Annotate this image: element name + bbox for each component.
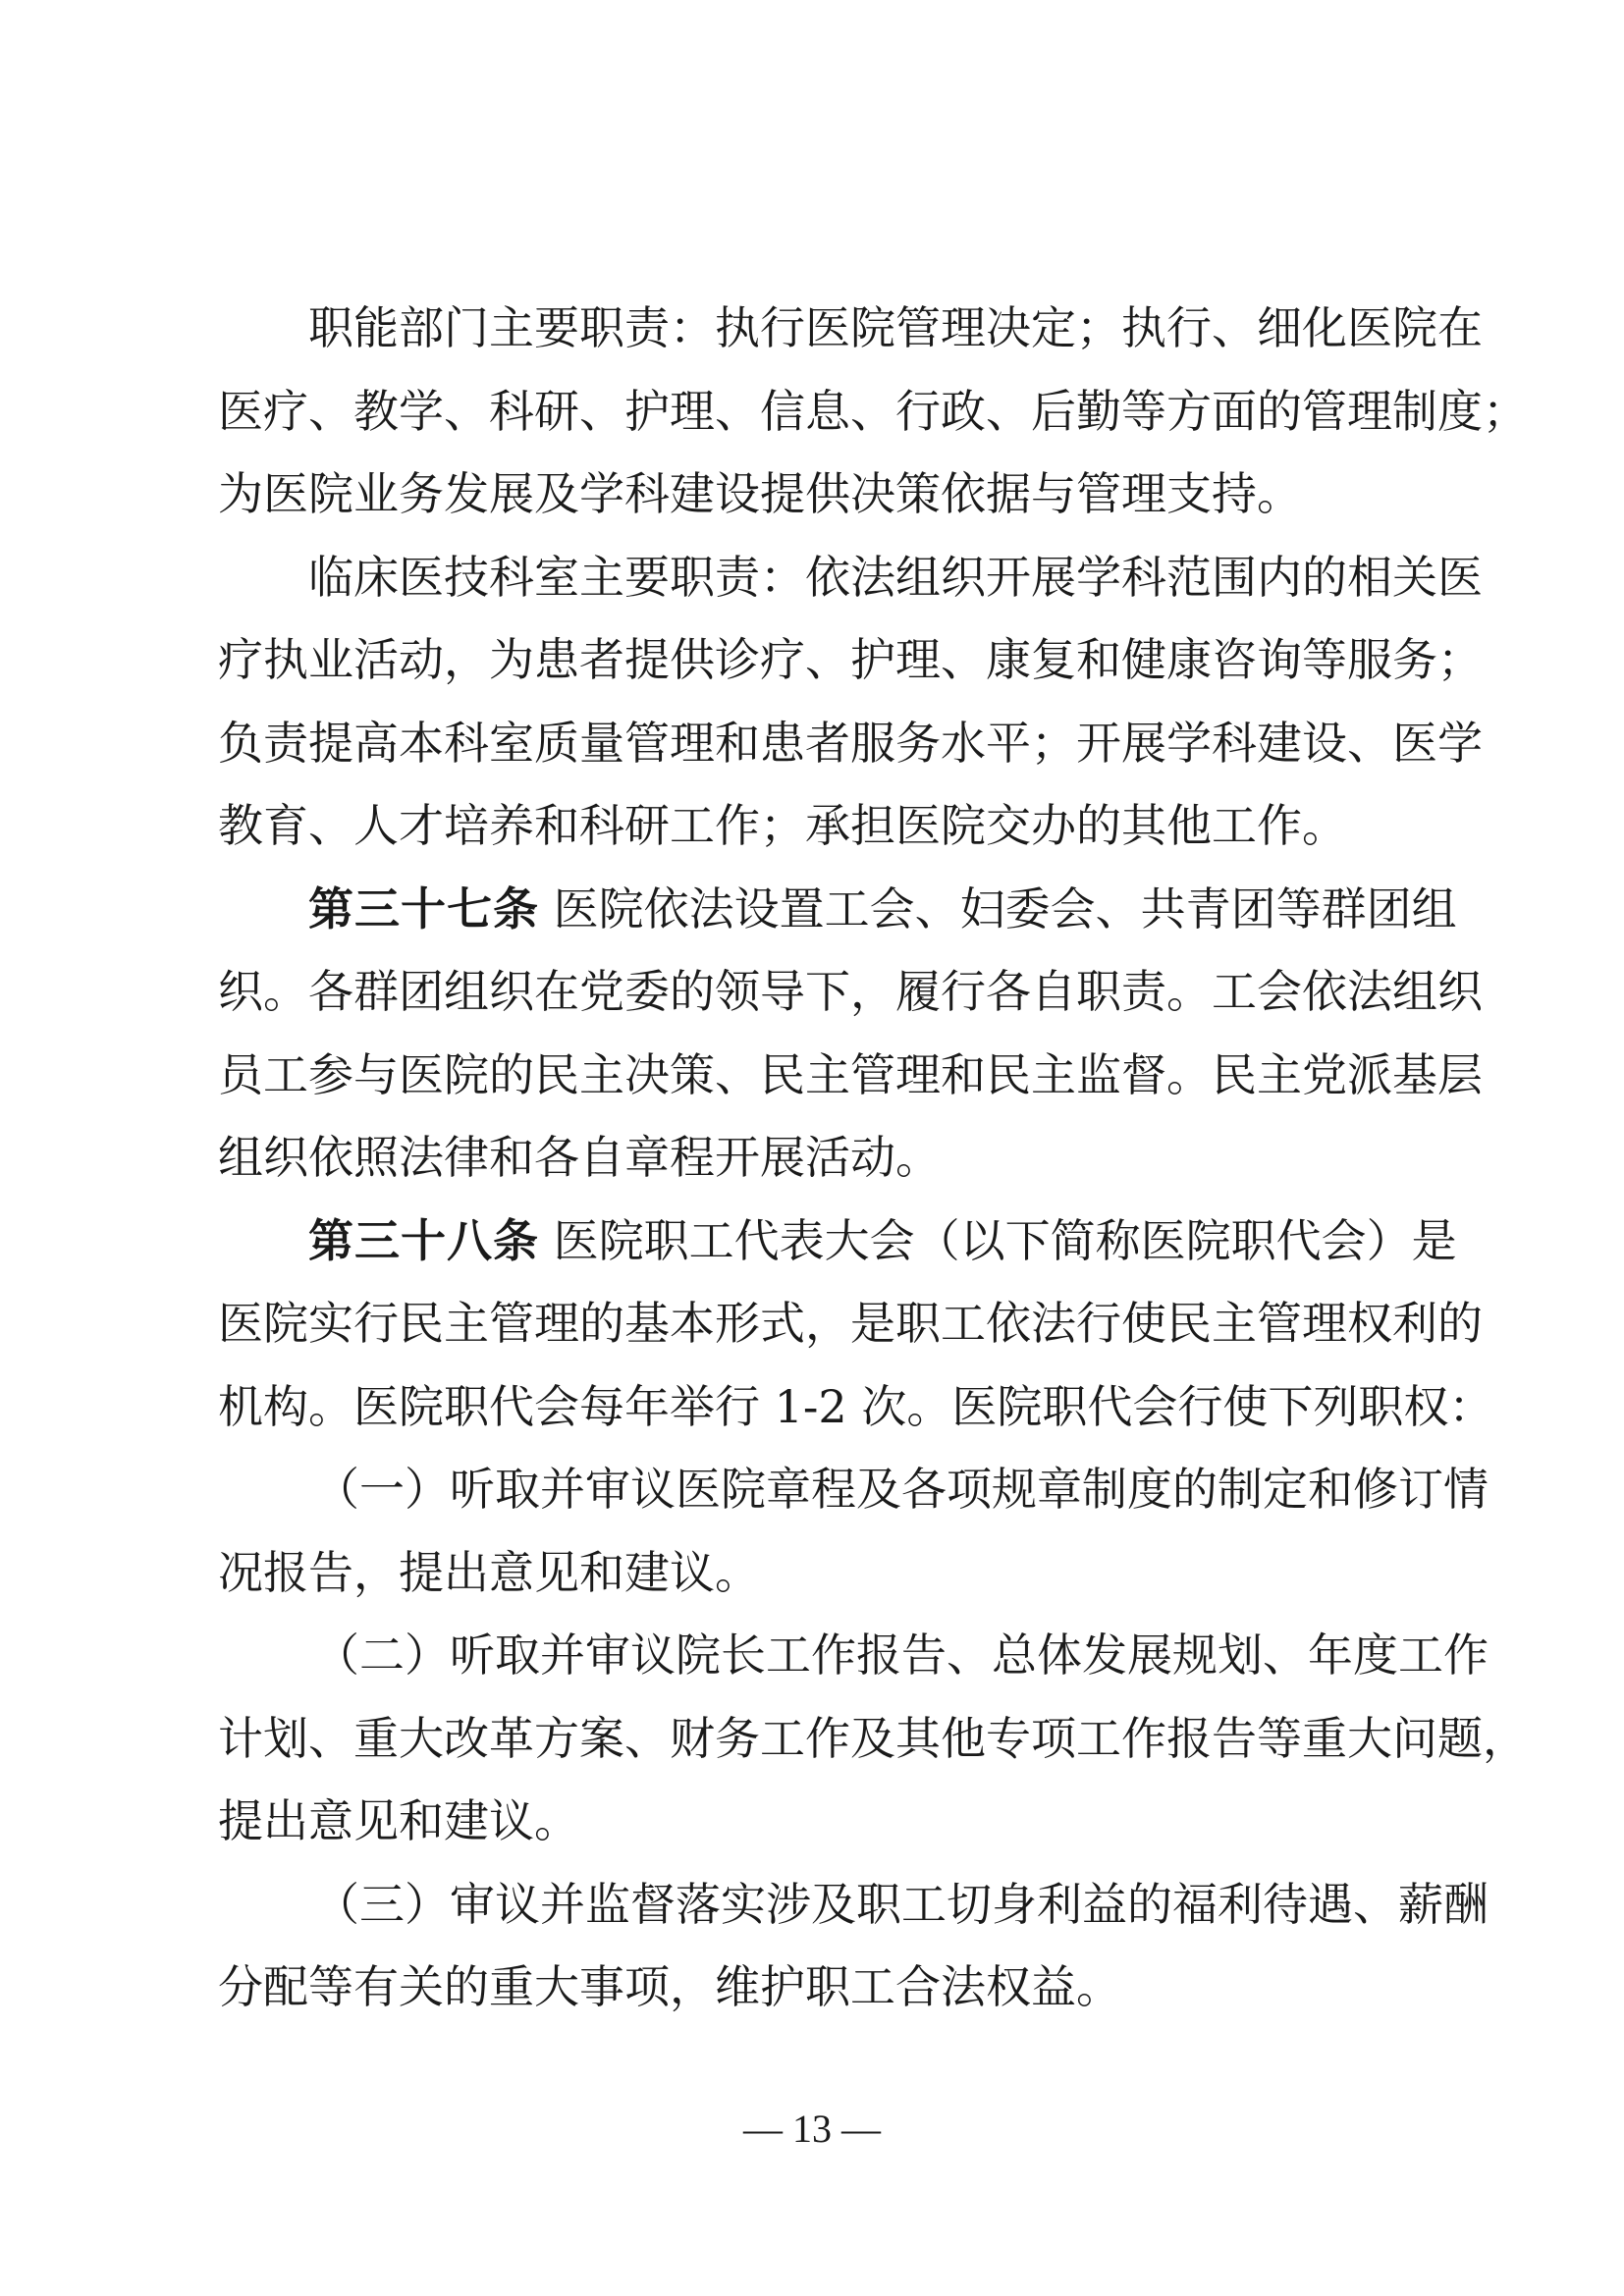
text-line: 职能部门主要职责：执行医院管理决定；执行、细化医院在 bbox=[308, 301, 1483, 354]
text-line: 医院实行民主管理的基本形式，是职工依法行使民主管理权利的 bbox=[218, 1297, 1483, 1350]
paragraph-clinical-departments bbox=[218, 536, 1483, 868]
text-line: 医疗、教学、科研、护理、信息、行政、后勤等方面的管理制度； bbox=[218, 384, 1528, 438]
text-line: （二）听取并审议院长工作报告、总体发展规划、年度工作 bbox=[314, 1629, 1489, 1682]
text-line: 疗执业活动，为患者提供诊疗、护理、康复和健康咨询等服务； bbox=[218, 633, 1483, 686]
text-line: 员工参与医院的民主决策、民主管理和民主监督。民主党派基层 bbox=[218, 1047, 1483, 1101]
article-text: 医院依法设置工会、妇委会、共青团等群团组 bbox=[553, 881, 1457, 935]
text-line: （三）审议并监督落实涉及职工切身利益的福利待遇、薪酬 bbox=[314, 1877, 1489, 1931]
item-2 bbox=[218, 1614, 1528, 1863]
text-line: 负责提高本科室质量管理和患者服务水平；开展学科建设、医学 bbox=[218, 716, 1483, 770]
item-3 bbox=[218, 1863, 1489, 2029]
text-line: 况报告，提出意见和建议。 bbox=[218, 1545, 760, 1599]
article-first-line bbox=[218, 1200, 1457, 1283]
item-1 bbox=[218, 1448, 1489, 1614]
text-line: 织。各群团组织在党委的领导下，履行各自职责。工会依法组织 bbox=[218, 965, 1483, 1018]
paragraph-functional-departments bbox=[218, 287, 1528, 536]
text-line: 教育、人才培养和科研工作；承担医院交办的其他工作。 bbox=[218, 799, 1347, 852]
page-number: — 13 — bbox=[743, 2107, 881, 2151]
text-line: 分配等有关的重大事项，维护职工合法权益。 bbox=[218, 1960, 1121, 2013]
article-number: 第三十七条 bbox=[308, 881, 539, 935]
text-line: 机构。医院职代会每年举行 1-2 次。医院职代会行使下列职权： bbox=[218, 1379, 1494, 1433]
document-body bbox=[218, 287, 1528, 2029]
text-line: （一）听取并审议医院章程及各项规章制度的制定和修订情 bbox=[314, 1463, 1489, 1516]
article-number: 第三十八条 bbox=[308, 1213, 539, 1267]
text-line: 提出意见和建议。 bbox=[218, 1794, 579, 1847]
article-37 bbox=[218, 868, 1483, 1200]
text-line: 临床医技科室主要职责：依法组织开展学科范围内的相关医 bbox=[308, 550, 1483, 604]
text-line: 计划、重大改革方案、财务工作及其他专项工作报告等重大问题， bbox=[218, 1711, 1528, 1765]
article-38 bbox=[218, 1200, 1494, 1449]
text-line: 组织依照法律和各自章程开展活动。 bbox=[218, 1131, 941, 1184]
article-first-line bbox=[218, 868, 1457, 951]
text-line: 为医院业务发展及学科建设提供决策依据与管理支持。 bbox=[218, 467, 1302, 520]
article-text: 医院职工代表大会（以下简称医院职代会）是 bbox=[553, 1213, 1457, 1267]
